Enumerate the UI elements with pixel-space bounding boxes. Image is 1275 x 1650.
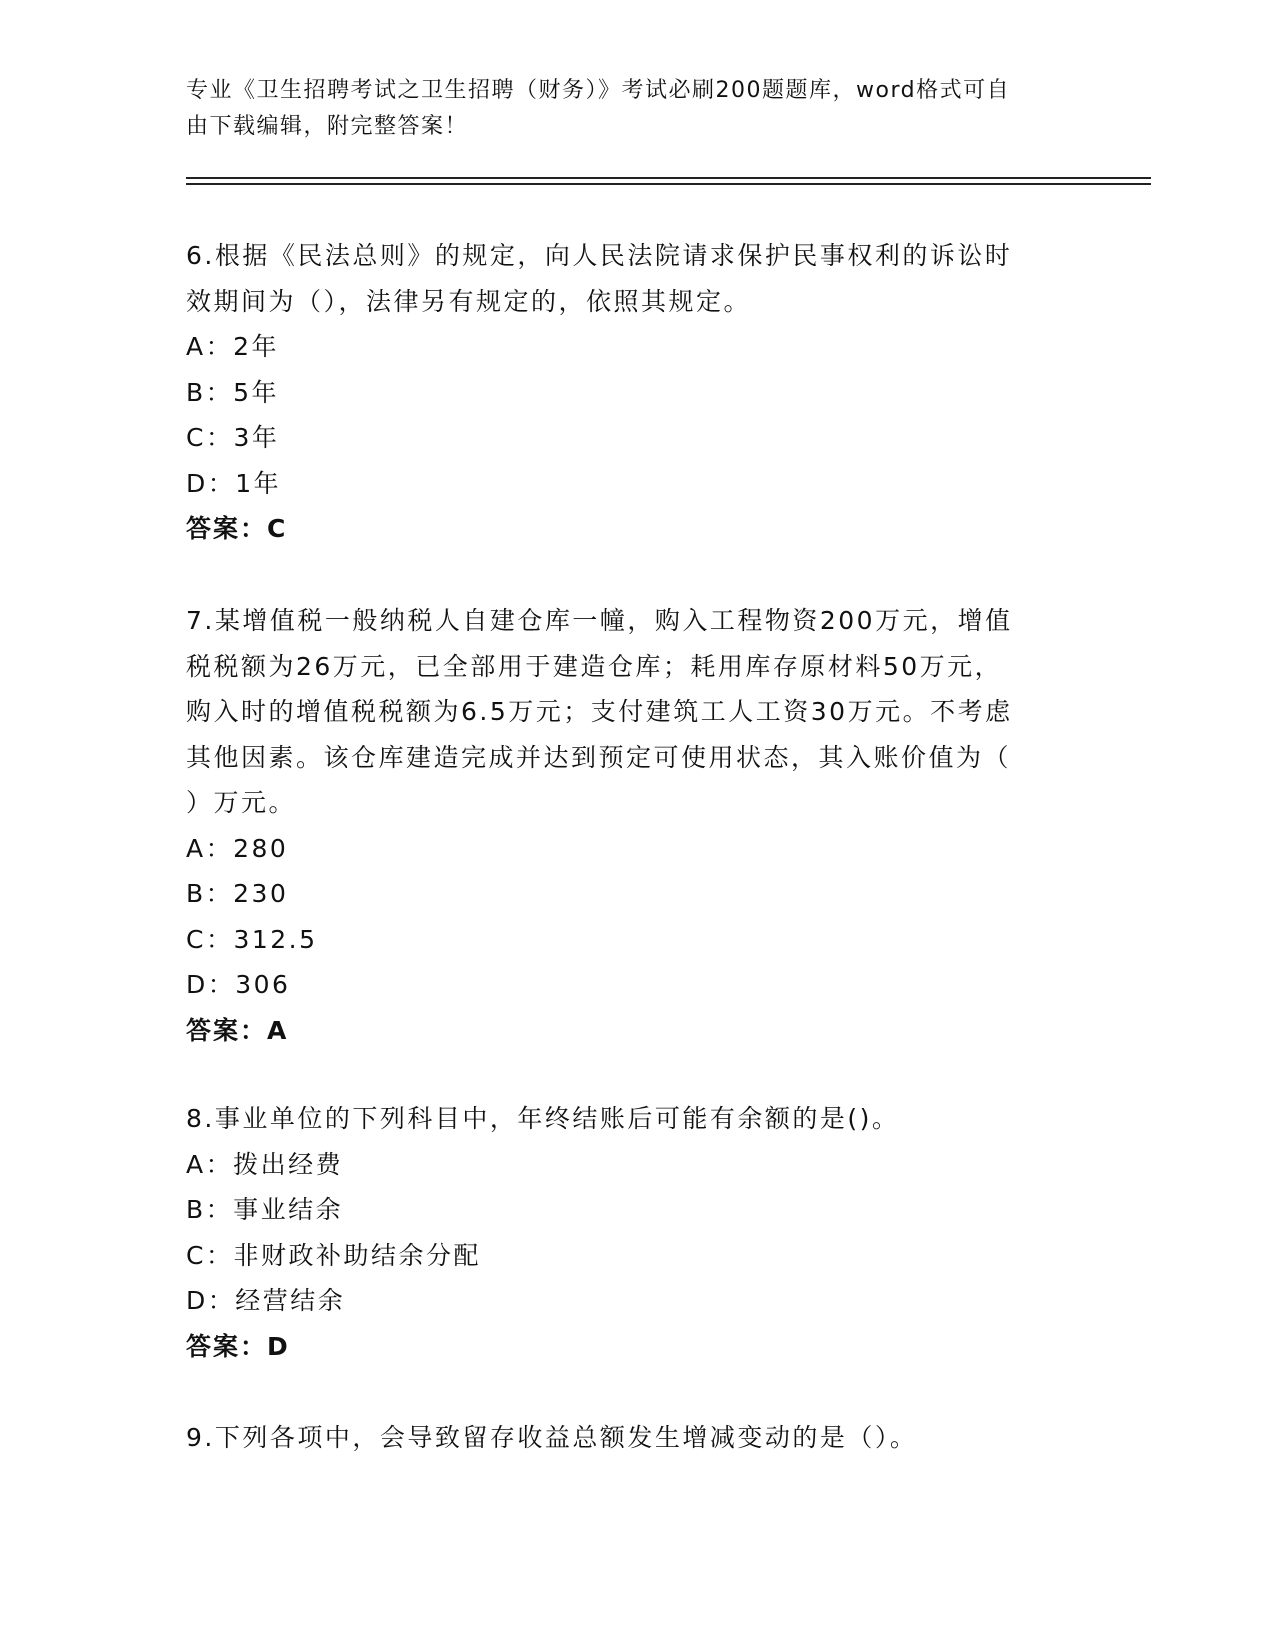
question-8: [186, 1096, 1076, 1369]
question-7: [186, 598, 1076, 1053]
question-stem: 8.事业单位的下列科目中，年终结账后可能有余额的是()。: [186, 1104, 900, 1133]
question-stem: 税税额为26万元，已全部用于建造仓库；耗用库存原材料50万元，: [186, 651, 1003, 681]
option-a: A：2年: [186, 332, 280, 361]
option-d: D：1年: [186, 468, 282, 498]
question-stem: 6.根据《民法总则》的规定，向人民法院请求保护民事权利的诉讼时: [186, 241, 1013, 270]
question-stem: 其他因素。该仓库建造完成并达到预定可使用状态，其入账价值为（: [186, 742, 1012, 772]
answer-label: 答案：D: [186, 1331, 290, 1361]
option-c: C：非财政补助结余分配: [186, 1240, 481, 1270]
option-b: B：230: [186, 879, 289, 908]
document-header: [186, 73, 1066, 145]
header-divider-bottom: [186, 183, 1151, 185]
header-divider-top: [186, 177, 1151, 179]
question-stem: 9.下列各项中，会导致留存收益总额发生增减变动的是（）。: [186, 1423, 918, 1452]
option-c: C：3年: [186, 423, 280, 452]
header-line-2: 由下载编辑，附完整答案！: [186, 114, 469, 139]
question-9: [186, 1415, 1076, 1461]
question-stem: 效期间为（），法律另有规定的，依照其规定。: [186, 286, 752, 316]
option-a: A：280: [186, 833, 289, 863]
option-a: A：拨出经费: [186, 1149, 344, 1179]
answer-label: 答案：A: [186, 1015, 289, 1045]
header-line-1: 专业《卫生招聘考试之卫生招聘（财务）》考试必刷200题题库，word格式可自: [186, 78, 1011, 103]
option-b: B：事业结余: [186, 1195, 344, 1224]
option-d: D：经营结余: [186, 1286, 346, 1315]
answer-label: 答案：C: [186, 514, 288, 543]
question-stem: 7.某增值税一般纳税人自建仓库一幢，购入工程物资200万元，增值: [186, 606, 1013, 635]
question-stem: ）万元。: [186, 788, 297, 817]
question-stem: 购入时的增值税税额为6.5万元；支付建筑工人工资30万元。不考虑: [186, 697, 1013, 726]
option-b: B：5年: [186, 377, 280, 407]
option-d: D：306: [186, 970, 291, 999]
question-6: [186, 233, 1076, 552]
option-c: C：312.5: [186, 924, 318, 954]
